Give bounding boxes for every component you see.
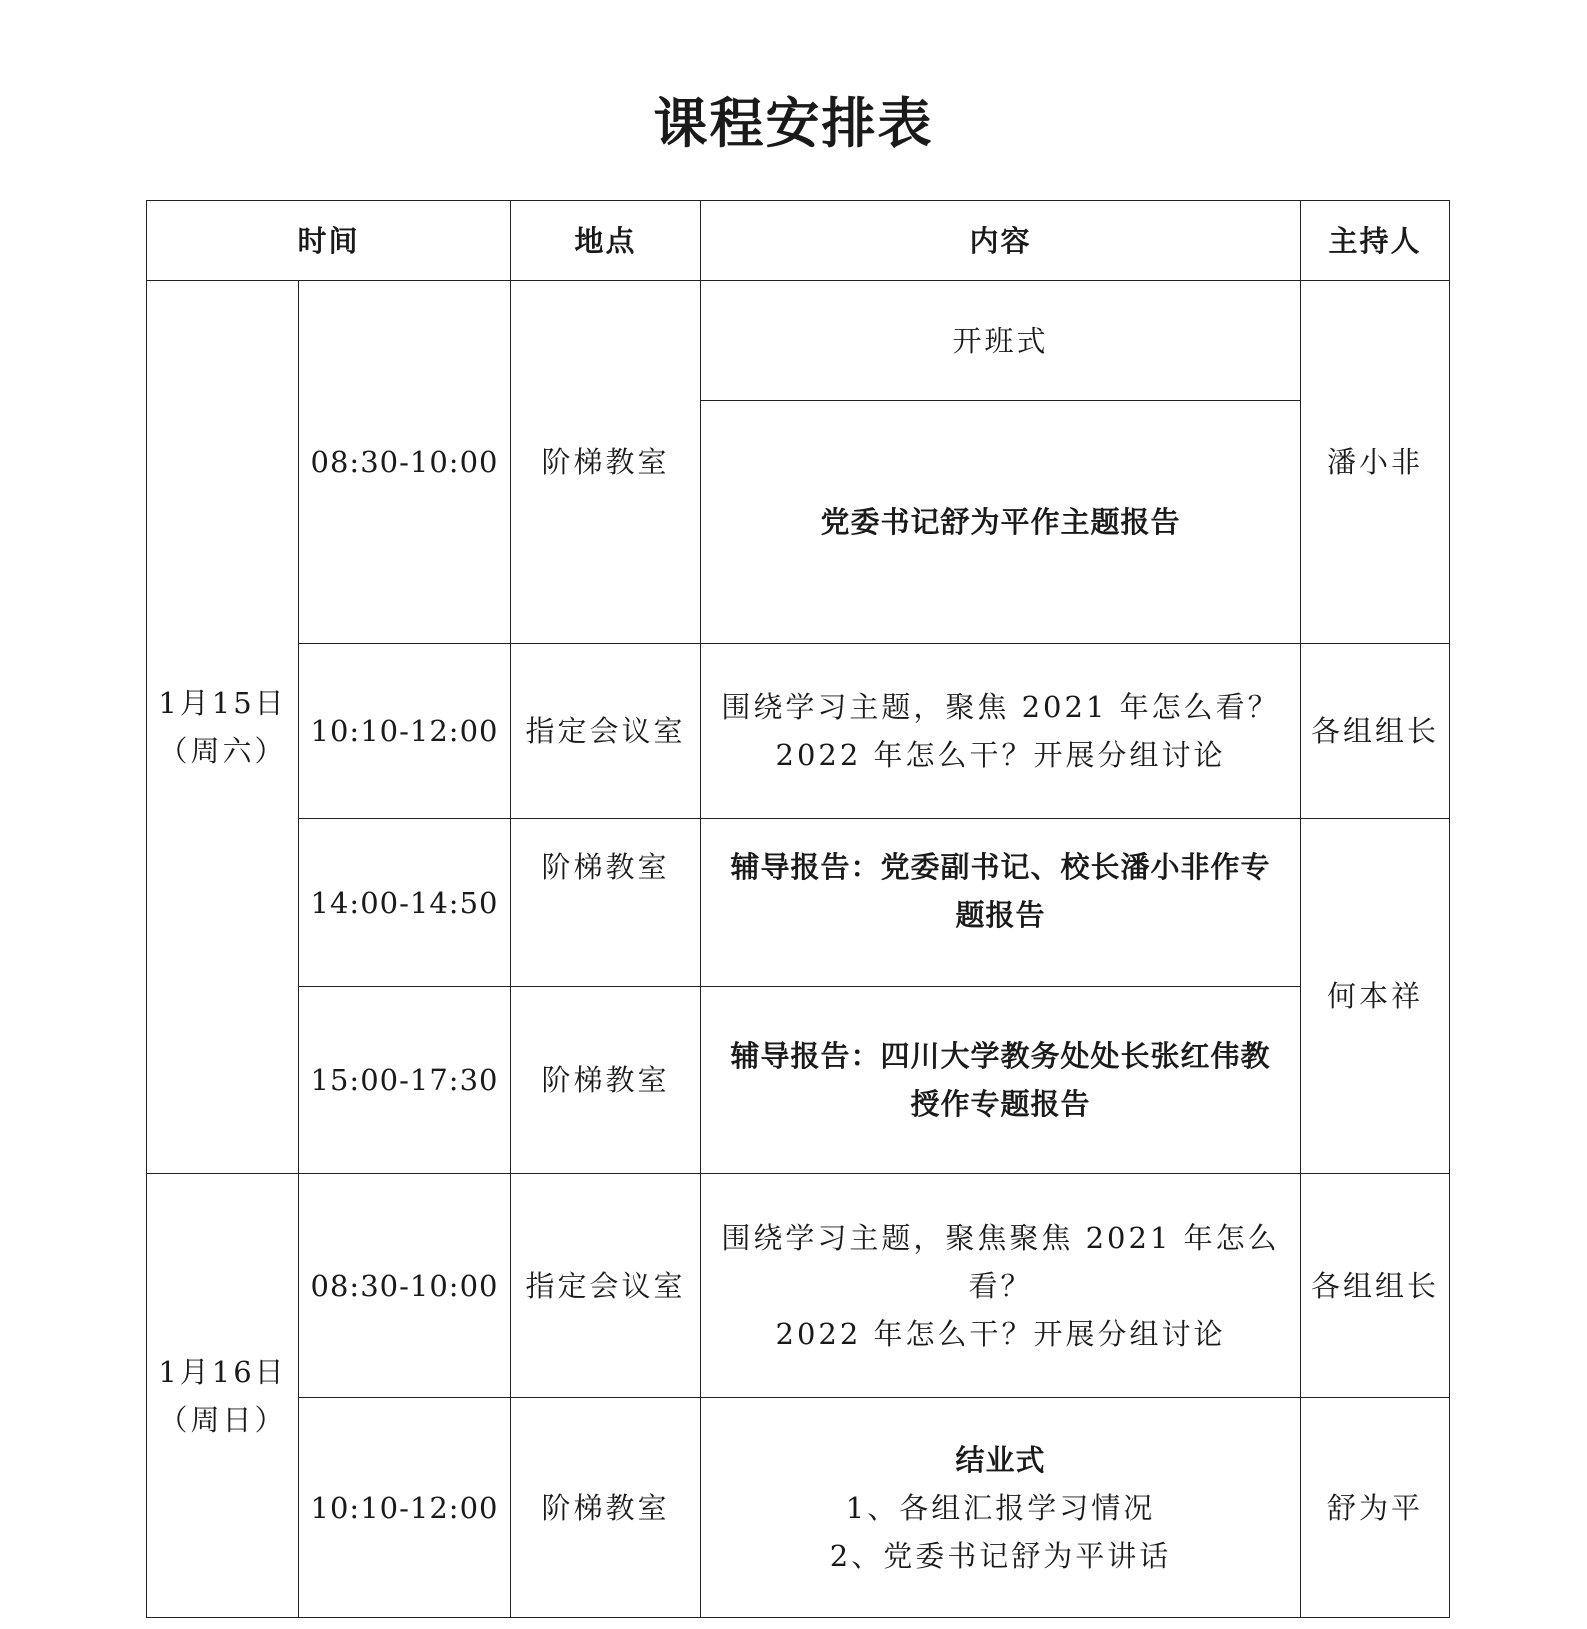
time-cell: 10:10-12:00 — [299, 644, 511, 819]
header-content: 内容 — [701, 201, 1301, 281]
time-cell: 08:30-10:00 — [299, 281, 511, 644]
time-cell: 15:00-17:30 — [299, 987, 511, 1174]
content-cell: 党委书记舒为平作主题报告 — [701, 401, 1301, 644]
content-line: 2022 年怎么干？开展分组讨论 — [775, 1316, 1226, 1351]
content-line: 围绕学习主题，聚焦 2021 年怎么看？ — [721, 690, 1280, 724]
content-line: 2022 年怎么干？开展分组讨论 — [775, 738, 1226, 772]
header-time: 时间 — [147, 201, 511, 281]
content-cell — [701, 644, 1301, 819]
content-cell — [701, 1174, 1301, 1398]
host-cell: 各组组长 — [1301, 644, 1450, 819]
table-row — [147, 281, 1450, 401]
weekday-label: （周六） — [158, 734, 287, 768]
weekday-label: （周日） — [158, 1402, 287, 1437]
date-label: 1月16日 — [158, 1354, 287, 1389]
header-row — [147, 201, 1450, 281]
location-cell: 阶梯教室 — [511, 1398, 701, 1618]
schedule-table — [146, 200, 1450, 1618]
date-cell-day2 — [147, 1174, 299, 1618]
location-cell: 阶梯教室 — [511, 281, 701, 644]
location-cell: 指定会议室 — [511, 1174, 701, 1398]
table-row — [147, 1398, 1450, 1618]
content-cell — [701, 987, 1301, 1174]
content-item: 1、各组汇报学习情况 — [845, 1490, 1156, 1525]
content-cell: 开班式 — [701, 281, 1301, 401]
time-cell: 14:00-14:50 — [299, 819, 511, 987]
content-line: 辅导报告：党委副书记、校长潘小非作专 — [730, 850, 1271, 884]
content-title: 结业式 — [955, 1442, 1046, 1477]
location-cell: 阶梯教室 — [511, 987, 701, 1174]
content-cell — [701, 1398, 1301, 1618]
table-row — [147, 644, 1450, 819]
table-row — [147, 819, 1450, 987]
content-cell — [701, 819, 1301, 987]
host-cell: 何本祥 — [1301, 819, 1450, 1174]
host-cell: 舒为平 — [1301, 1398, 1450, 1618]
content-line: 辅导报告：四川大学教务处处长张红伟教 — [730, 1039, 1271, 1073]
table-row — [147, 987, 1450, 1174]
location-cell: 阶梯教室 — [511, 819, 701, 987]
host-cell: 潘小非 — [1301, 281, 1450, 644]
location-cell: 指定会议室 — [511, 644, 701, 819]
header-host: 主持人 — [1301, 201, 1450, 281]
time-cell: 10:10-12:00 — [299, 1398, 511, 1618]
date-label: 1月15日 — [158, 686, 287, 720]
host-cell: 各组组长 — [1301, 1174, 1450, 1398]
content-line: 授作专题报告 — [910, 1087, 1091, 1121]
page-title: 课程安排表 — [653, 91, 934, 155]
date-cell-day1 — [147, 281, 299, 1174]
content-item: 2、党委书记舒为平讲话 — [829, 1538, 1172, 1573]
content-line: 题报告 — [955, 898, 1046, 932]
time-cell: 08:30-10:00 — [299, 1174, 511, 1398]
content-line: 围绕学习主题，聚焦聚焦 2021 年怎么看？ — [721, 1220, 1280, 1303]
header-location: 地点 — [511, 201, 701, 281]
table-row — [147, 1174, 1450, 1398]
